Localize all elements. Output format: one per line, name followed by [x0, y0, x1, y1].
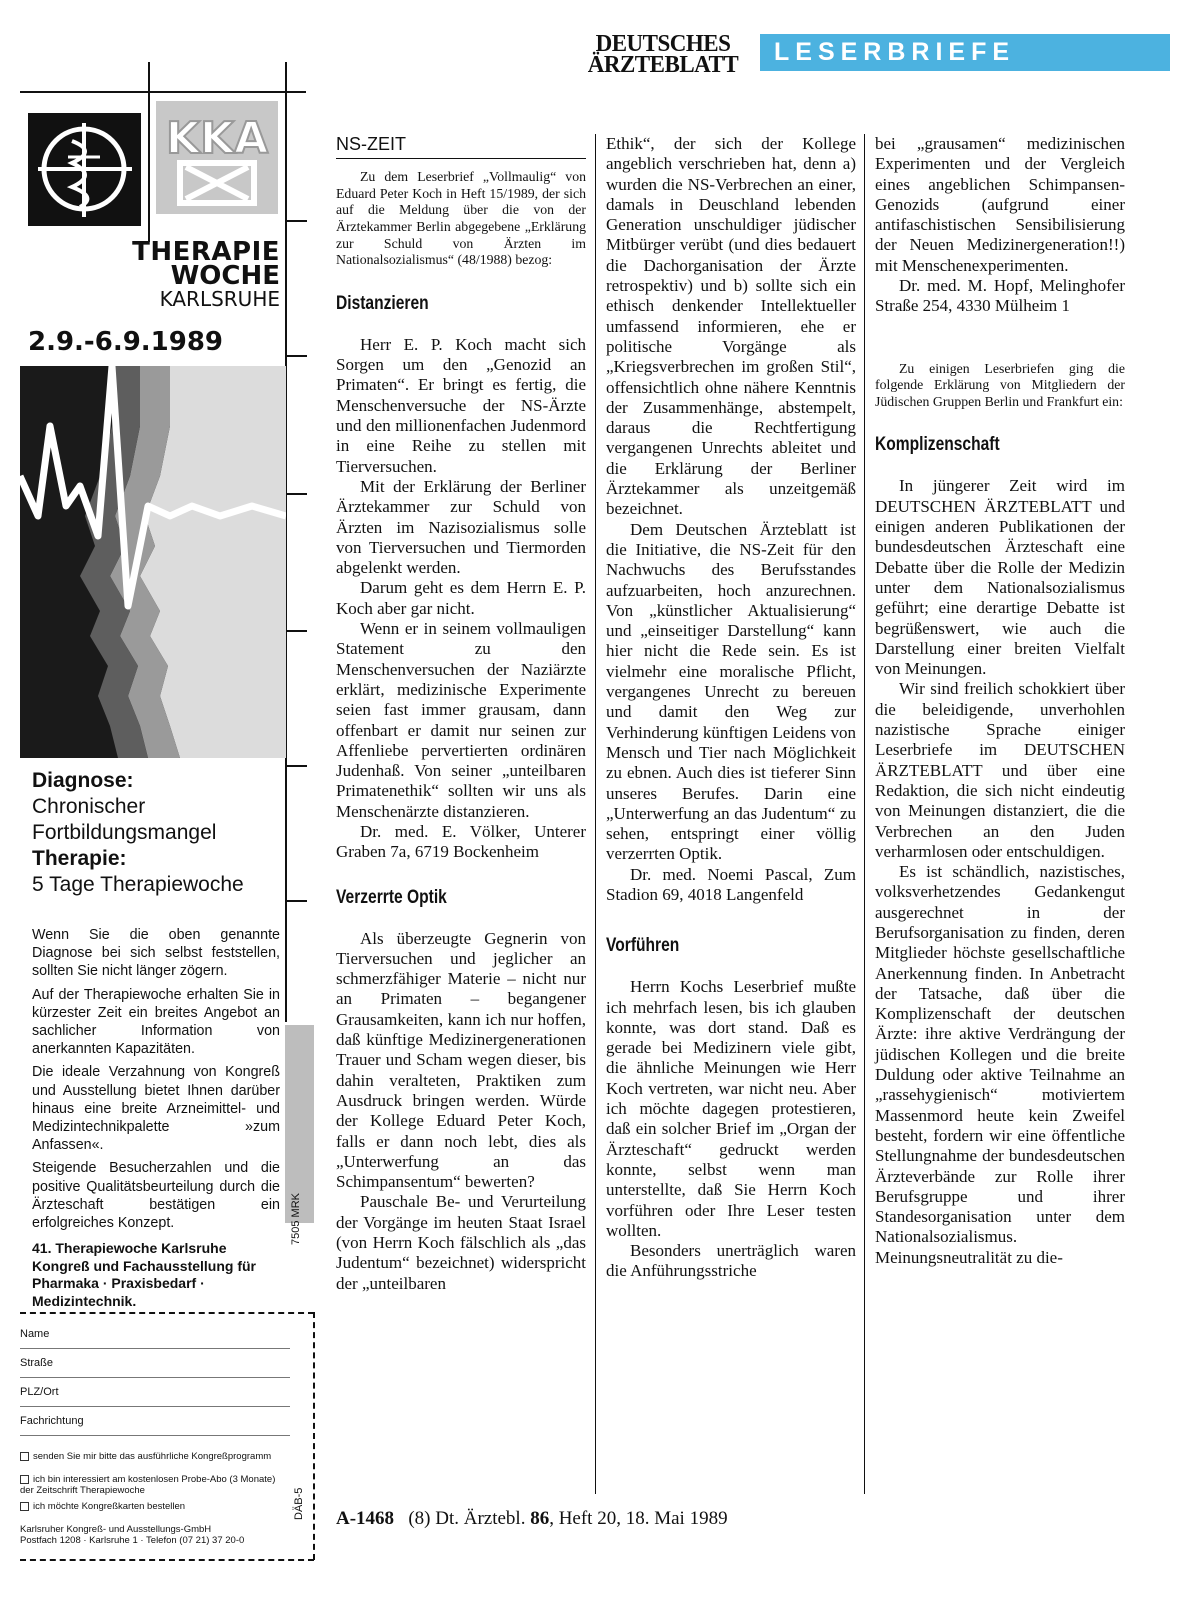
ad-headline [32, 768, 292, 898]
checkbox-icon[interactable] [20, 1502, 29, 1511]
section-rubric: LESERBRIEFE [760, 34, 1170, 71]
ad-paragraph: Die ideale Verzahnung von Kongreß und Ausstellung bietet Ihnen darüber hinaus eine breite Arzneimittel- und Medizintechnikpalette »zum Anfassen«. [32, 1064, 280, 1154]
ad-title-line-3: KARLSRUHE [159, 287, 280, 311]
checkbox-label: ich möchte Kongreßkarten bestellen [33, 1501, 186, 1512]
ad-address [20, 1524, 290, 1546]
letter-paragraph: Dem Deutschen Ärzteblatt ist die Initiative, die NS-Zeit für den Nachwuchs des Berufsstandes aufzuarbeiten, hoch anzurechnen. Von „künstlicher Aktualisierung“ und „einseitiger Darstellung“ kann hier nicht die Rede sein. Es ist vielmehr eine moralische Pflicht, vergangenes Unrecht zu bereuen und damit den Weg zur Verhinderung künftigen Leidens von Mensch und Tier nach Möglichkeit zu ebnen. Auch dies ist tieferer Sinn unseres Berufes. Darin eine „Unterwerfung an das Judentum“ zu sehen, entspringt einer völlig verzerrten Optik. [606, 519, 856, 864]
letter-heading: Komplizenschaft [875, 434, 1000, 456]
ad-tick [285, 355, 307, 357]
coupon-border-right [313, 1312, 315, 1560]
letter-heading: Vorführen [606, 935, 680, 957]
ad-rule-left-v [148, 62, 150, 242]
form-name-field[interactable]: Name [20, 1328, 290, 1349]
column-rule [864, 134, 865, 1494]
letter-paragraph: bei „grausamen“ medizinischen Experimenten und der Vergleich eines angeblichen Schimpansen-Genozids (aufgrund einer antifaschistischen Sensibilisierung der Neuen Medizinergeneration!!) mit Menschenexperimenten. [875, 134, 1125, 275]
checkbox-program[interactable] [20, 1451, 290, 1462]
letter-paragraph: Als überzeugte Gegnerin von Tierversuchen und jeglicher an schmerzfähiger Materie – nicht nur an Primaten – begangener Grausamkeiten, kann ich nur hoffen, daß künftige Medizinergenerationen Trauer und Scham wegen dieser, bis dahin veralteten, Praktiken zum Ausdruck bringen werden. Würde der Kollege Eduard Peter Koch, falls er dann noch lebt, dies als „Unterwerfung an das Schimpansentum“ bewerten? [336, 928, 586, 1192]
letters-column-2 [606, 134, 856, 1282]
masthead [578, 29, 748, 78]
letter-paragraph: Pauschale Be- und Verurteilung der Vorgänge im heuten Staat Israel (von Herrn Koch fälschlich als „das Judentum“ bezeichnet) widerspricht der „unteilbaren [336, 1192, 586, 1293]
intro-note: Zu einigen Leserbriefen ging die folgende Erklärung von Mitgliedern der Jüdischen Gruppen Berlin und Frankfurt ein: [875, 360, 1125, 409]
coupon-border-top [20, 1312, 314, 1314]
letter-paragraph: Mit der Erklärung der Berliner Ärztekammer zur Schuld von Ärzten im Nazisozialismus solle von Tierversuchen und Tiermorden abgelenkt werden. [336, 476, 586, 578]
ad-code-dab: DÄB-5 [293, 1487, 305, 1520]
caduceus-icon [28, 113, 141, 226]
letter-signature: Dr. med. E. Völker, Unterer Graben 7a, 6719 Bockenheim [336, 821, 586, 862]
ad-headline-3: Fortbildungsmangel [32, 821, 217, 844]
page-footer [336, 1508, 728, 1530]
page-number: A-1468 [336, 1508, 395, 1529]
ad-tick [285, 493, 307, 495]
ad-code: 7505 MRK [290, 1193, 302, 1245]
letters-column-3 [875, 134, 1125, 1268]
letter-paragraph: Herr E. P. Koch macht sich Sorgen um den „Genozid an Primaten“. Er bringt es fertig, die Menschenversuche der NS-Ärzte und den millionenfachen Judenmord in eine Reihe zu stellen mit Tierversuchen. [336, 334, 586, 476]
ad-rule-top [20, 91, 306, 93]
kka-logo [156, 101, 278, 214]
ad-headline-1: Diagnose: [32, 769, 134, 792]
coupon-border-bottom [20, 1559, 314, 1561]
letter-signature: Dr. med. M. Hopf, Melinghofer Straße 254, 4330 Mülheim 1 [875, 276, 1125, 316]
letter-paragraph: Besonders unerträglich waren die Anführungsstriche [606, 1241, 856, 1281]
ad-tick [285, 220, 307, 222]
letter-heading: Distanzieren [336, 292, 429, 314]
letter-paragraph: Herrn Kochs Leserbrief mußte ich mehrfach lesen, bis ich glauben konnte, was dort stand. Daß es gerade bei Medizinern viele gibt, die ähnliche Meinungen wie Herr Koch vertreten, war nicht neu. Aber ich möchte dagegen protestieren, daß ein solcher Brief im „Organ der Ärzteschaft“ gedruckt werden konnte, selbst wenn man unterstellte, daß Sie Herrn Koch vorführen oder Ihre Leser testen wollten. [606, 977, 856, 1240]
checkbox-icon[interactable] [20, 1475, 29, 1484]
ad-paragraph: Steigende Besucherzahlen und die positive Qualitätsbeurteilung durch die Ärzteschaft bestätigen ein erfolgreiches Konzept. [32, 1160, 280, 1232]
letter-paragraph: Darum geht es dem Herrn E. P. Koch aber gar nicht. [336, 578, 586, 618]
form-street-field[interactable]: Straße [20, 1357, 290, 1378]
ad-address-line-1: Karlsruher Kongreß- und Ausstellungs-GmbH [20, 1524, 212, 1535]
checkbox-label: ich bin interessiert am kostenlosen Probe-Abo (3 Monate) der Zeitschrift Therapiewoche [20, 1474, 276, 1496]
letter-signature: Dr. med. Noemi Pascal, Zum Stadion 69, 4018 Langenfeld [606, 864, 856, 904]
letter-paragraph: Ethik“, der sich der Kollege angeblich verschrieben hat, denn a) wurden die NS-Verbrechen an einer, damals in Deuschland lebenden Generation unschuldiger jüdischer Mitbürger verübt (und dies bedauert die Dachorganisation der Ärzte retrospektiv) und b) sollte sich ein ethisch denkender Intellektueller umfassend informieren, ehe er politische Vorgänge als „Kriegsverbrechen im großen Stil“, offensichtlich ohne nähere Kenntnis der Zusammenhänge, abstempelt, daraus die Rechtfertigung vergangenen Unrechts ableitet und die Erklärung der Berliner Ärztekammer als unzeitgemäß bezeichnet. [606, 134, 856, 519]
ad-date: 2.9.-6.9.1989 [28, 327, 224, 357]
ad-event-info: 41. Therapiewoche Karlsruhe Kongreß und Fachausstellung für Pharmaka · Praxisbedarf · Medizintechnik. [32, 1240, 257, 1309]
checkbox-tickets[interactable] [20, 1501, 290, 1512]
ad-headline-5: 5 Tage Therapiewoche [32, 873, 244, 896]
letter-heading: Verzerrte Optik [336, 886, 447, 908]
issue-suffix: , Heft 20, 18. Mai 1989 [549, 1508, 728, 1529]
ad-paragraph: Wenn Sie die oben genannte Diagnose bei sich selbst feststellen, sollten Sie nicht länger zögern. [32, 927, 280, 980]
letter-paragraph: Es ist schändlich, nazistisches, volksverhetzendes Gedankengut ausgerechnet in der Berufsorganisation zu finden, deren Mitglieder höchste gesellschaftliche Anerkennung finden. In Anbetracht der Tatsache, daß über die Komplizenschaft der deutschen Ärzte: ihre aktive Verdrängung der jüdischen Kollegen und die breite Duldung oder aktive Teilnahme an „rassehygienisch“ motiviertem Massenmord heute kein Zweifel besteht, fordern wir eine öffentliche Stellungnahme der bundesdeutschen Ärzteverbände zur Rolle ihrer Berufsgruppe und ihrer Standesorganisation unter dem Nationalsozialismus. Meinungsneutralität zu die- [875, 862, 1125, 1267]
column-rule [595, 134, 596, 1494]
ad-address-line-2: Postfach 1208 · Karlsruhe 1 · Telefon (07 21) 37 20-0 [20, 1535, 245, 1546]
ad-headline-4: Therapie: [32, 847, 127, 870]
masthead-line-1: DEUTSCHES [595, 29, 731, 57]
form-specialty-field[interactable]: Fachrichtung [20, 1415, 290, 1436]
masthead-line-2: ÄRZTEBLATT [587, 50, 739, 78]
ad-tick [285, 900, 307, 902]
letter-paragraph: Wenn er in seinem vollmauligen Statement zu den Menschenversuchen der Naziärzte erklärt, medizinische Experimente seien fast immer grausam, dann offenbart er damit nur seinen zur Affenliebe pervertierten ordinären Judenhaß. Von seiner „unteilbaren Primatenethik“ sollten wir uns als Menschenärzte distanzieren. [336, 619, 586, 821]
ad-title-line-1: THERAPIE [132, 237, 280, 267]
kka-logo-text: KKA [165, 113, 269, 164]
ad-paragraph: Auf der Therapiewoche erhalten Sie in kürzester Zeit ein breites Angebot an sachlicher Information von anerkannten Kapazitäten. [32, 986, 280, 1058]
ad-title-line-2: WOCHE [170, 261, 280, 291]
form-city-field[interactable]: PLZ/Ort [20, 1386, 290, 1407]
caduceus-logo [28, 113, 141, 226]
letters-column-1 [336, 134, 586, 1294]
ad-body [32, 926, 280, 1237]
checkbox-icon[interactable] [20, 1452, 29, 1461]
intro-note: Zu dem Leserbrief „Vollmaulig“ von Eduard Peter Koch in Heft 15/1989, der sich auf die Meldung über die von der Ärztekammer Berlin abgegebene „Erklärung zur Schuld von Ärzten im Nationalsozialismus“ (48/1988) bezog: [336, 169, 586, 268]
ad-headline-2: Chronischer [32, 795, 146, 818]
issue-prefix: (8) Dt. Ärztebl. [408, 1508, 526, 1529]
ad-tick [285, 630, 307, 632]
section-kicker: NS-ZEIT [336, 134, 586, 159]
volume-number: 86 [530, 1508, 550, 1529]
letter-paragraph: Wir sind freilich schokkiert über die beleidigende, unverhohlen nazistische Sprache einiger Leserbriefe im DEUTSCHEN ÄRZTEBLATT und über eine Redaktion, die sich nicht eindeutig von Meinungen distanziert, die die Verbrechen an den Juden verharmlosen oder entschuldigen. [875, 679, 1125, 861]
checkbox-label: senden Sie mir bitte das ausführliche Kongreßprogramm [33, 1451, 272, 1462]
ad-heartbeat-profile-image [20, 366, 286, 758]
letter-paragraph: In jüngerer Zeit wird im DEUTSCHEN ÄRZTEBLATT und einigen anderen Publikationen der bundesdeutschen Ärzteschaft eine Debatte über die Rolle der Medizin unter dem Nationalsozialismus geführt; eine derartige Debatte ist begrüßenswert, wie auch die Darstellung einer breiten Vielfalt von Meinungen. [875, 476, 1125, 679]
ad-tick [285, 765, 307, 767]
checkbox-trial[interactable] [20, 1474, 290, 1496]
